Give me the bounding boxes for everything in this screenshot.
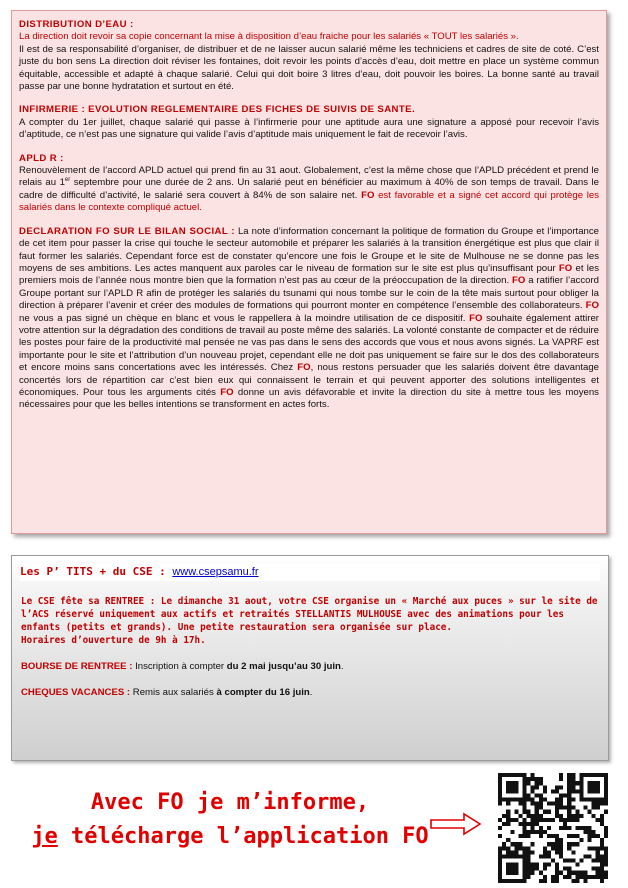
apld-sup: er (64, 177, 71, 184)
heading-apld: APLD R : (19, 152, 64, 164)
apld-text (19, 165, 599, 215)
infirmerie-text: A compter du 1er juillet, chaque salarié qui passe à l’infirmerie pour une aptitude aura une signature a apposé pour recevoir l’avis d’aptitude, ce n’est pas une signature qui valide l’avis d’aptitude mais uniquement le fait de recevoir l’avis. (19, 116, 599, 141)
apld-text-a: Renouvèlement de l’accord APLD actuel qui prend fin au 31 aout. Globalement, c’est la même chose que l’APLD précédent et prend le relais au 1 (19, 165, 599, 189)
cheques-line (21, 687, 599, 700)
fo-mark: FO (361, 189, 375, 201)
bourse-line (21, 661, 599, 674)
bourse-text: Inscription à compter (132, 660, 227, 672)
cheques-text: Remis aux salariés (130, 687, 217, 699)
arrow-right-outline-icon (430, 812, 482, 836)
bourse-label: BOURSE DE RENTREE : (21, 660, 133, 672)
cse-title-bar (20, 564, 600, 581)
bilan-text (19, 226, 599, 412)
apld-red-text: est favorable et a signé cet accord qui protège les salariés dans le contexte compliqué actuel. (19, 189, 599, 214)
apld-text-b: septembre pour une durée de 2 ans. Un salarié peut en bénéficier au maximum à 40% de son temps de travail. Dans le cadre de difficulté d’activité, le salarié sera couvert à 84% de son salaire net. (19, 177, 600, 201)
cheques-label: CHEQUES VACANCES : (21, 687, 131, 699)
bilan-t5: souhaite également attirer votre attention sur la dégradation des conditions de travail au poste même des salariés. La volonté constante de compacter et de réduire les postes pour faire de la productivité mal pensée ne vas pas dans le sens des accords que vous et nous avons signés. La VAPRF est importante pour le site et l’attribution d’un nouveau projet, cependant elle ne doit pas uniquement se faire sur le dos des collaborateurs et encore moins sans concertations avec les intéressés. Chez (19, 312, 600, 374)
heading-bilan: DECLARATION FO SUR LE BILAN SOCIAL : (19, 225, 235, 237)
footer-slogan (20, 786, 440, 854)
slogan-line2-underlined: je (31, 824, 58, 849)
section-eau (19, 19, 599, 93)
bourse-end: . (340, 660, 344, 672)
section-apld (19, 153, 599, 215)
section-bilan (19, 226, 599, 412)
fo-mark: FO (297, 362, 311, 374)
cse-box (11, 555, 609, 761)
slogan-line2-rest: télécharge l’application FO (57, 824, 429, 849)
bilan-t7: donne un avis défavorable et invite la direction du site à mettre tous les moyens nécessaires pour que les belles intentions se transforment en actes forts. (19, 386, 599, 411)
horaires-text: Horaires d’ouverture de 9h à 17h. (21, 634, 206, 646)
fo-mark: FO (220, 386, 234, 398)
cse-title: Les P’ TITS + du CSE : (20, 565, 166, 578)
heading-infirmerie: INFIRMERIE : EVOLUTION REGLEMENTAIRE DES FICHES DE SUIVIS DE SANTE. (19, 104, 416, 116)
cheques-end: . (309, 687, 313, 699)
eau-text: Il est de sa responsabilité d’organiser, de distribuer et de ne laisser aucun salarié même les techniciens et cadres de site de coté. C’est juste du bon sens La direction doit réviser les fontaines, doit revoir les points d’accès d’eau, doit mettre en place un système commun équitable, accessible et adapté à chaque salarié. Celui qui doit boire 3 litres d’eau, doit pouvoir les boires. La bonne santé au travail passe par une bonne hydratation et surtout en été. (19, 43, 599, 93)
fo-mark: FO (469, 312, 483, 324)
cse-website-link[interactable]: www.csepsamu.fr (172, 566, 259, 578)
qr-code-icon[interactable] (494, 769, 612, 887)
bilan-t1: La note d’information concernant la politique de formation du Groupe et l’importance de cet item pour passer la crise qui touche le secteur automobile et préparer les salariés à la transition énergétique est plus que clair il faut former les salariés. Cependant force est de constater qu’encore une fois le Groupe et le site de Mulhouse ne se donne pas les moyens de ses ambitions. Les actes manquent aux paroles car le niveau de formation sur le site est plus qu’insuffisant pour (19, 225, 599, 274)
info-box (11, 10, 607, 534)
fo-mark: FO (558, 262, 573, 274)
bilan-t2: et les premiers mois de l’année nous montre bien que la formation n’est pas au cœur de la préoccupation de la direction. (19, 262, 599, 287)
bilan-t4: ne vous a pas signé un chèque en blanc et vous le rappellera à la moindre utilisation de ce dispositif. (19, 312, 470, 324)
eau-red-text: La direction doit revoir sa copie concernant la mise à disposition d’eau fraiche pour les salariés « TOUT les salariés ». (19, 31, 519, 43)
fo-mark: FO (585, 300, 599, 312)
fo-mark: FO (512, 275, 526, 287)
slogan-line1: Avec FO je m’informe, (90, 790, 370, 815)
rentree-text: Le CSE fête sa RENTREE : Le dimanche 31 aout, votre CSE organise un « Marché aux puces » sur le site de l’ACS réservé uniquement aux actifs et retraités STELLANTIS MULHOUSE avec des animations pour les enfants (petits et grands). Une petite restauration sera organisée sur place. (21, 595, 598, 633)
heading-eau: DISTRIBUTION D’EAU : (19, 19, 134, 30)
slogan-line2 (20, 820, 440, 854)
cheques-date: à compter du 16 juin (216, 687, 310, 699)
section-infirmerie (19, 104, 599, 141)
bilan-t3: a ratifier l’accord Groupe portant sur l’APLD R afin de protéger les salariés du tsunami qui nous tombe sur le coin de la tête mais surtout pour obliger la direction à préparer l’avenir et créer des modules de formations qui pourront monter en compétence l’ensemble des collaborateurs. (19, 275, 599, 312)
bourse-dates: du 2 mai jusqu’au 30 juin (226, 660, 341, 672)
bilan-t6: , nous restons persuader que les salariés doivent être davantage concertés lors de répartition car c’est bien eux qui connaissent le terrain et qui peuvent apporter des solutions intelligentes et économiques. Pour tous les arguments cités (19, 362, 599, 398)
